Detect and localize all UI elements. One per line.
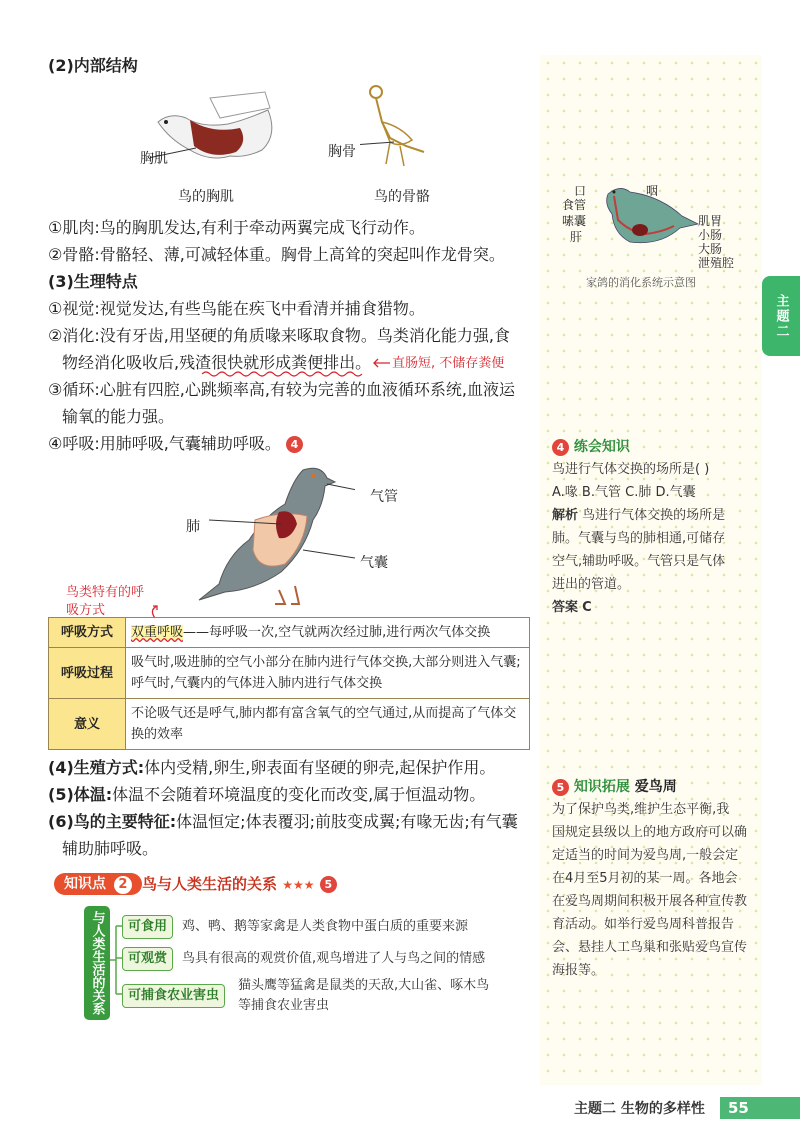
label-small-intestine: 小肠 bbox=[698, 228, 723, 242]
practice-badge[interactable]: 4 bbox=[552, 439, 569, 456]
practice-analysis-1 bbox=[552, 504, 725, 528]
extension-line: 在4月至5月初的某一周。各地会 bbox=[552, 871, 738, 886]
practice-title: 练会知识 bbox=[573, 439, 630, 455]
label-lung: 肺 bbox=[186, 519, 200, 535]
practice-analysis-2: 肺。气囊与鸟的肺相通,可储存 bbox=[552, 531, 726, 546]
para-reproduction bbox=[48, 756, 495, 780]
practice-question: 鸟进行气体交换的场所是( ) bbox=[552, 462, 710, 477]
label-temperature: (5)体温: bbox=[48, 785, 113, 804]
table-cell-process: 吸气时,吸进肺的空气小部分在肺内进行气体交换,大部分则进入气囊;呼气时,气囊内的气体进入肺内进行气体交换 bbox=[126, 648, 530, 699]
para-breathing bbox=[48, 432, 303, 456]
arrow-note bbox=[370, 356, 392, 370]
practice-answer bbox=[552, 596, 592, 620]
page-number: 55 bbox=[720, 1097, 800, 1119]
table-row bbox=[49, 648, 530, 699]
table-head-process: 呼吸过程 bbox=[49, 648, 126, 699]
relation-vertical-label: 与人类生活的关系 bbox=[84, 906, 110, 1020]
table-row bbox=[49, 618, 530, 648]
label-trachea: 气管 bbox=[370, 489, 398, 505]
label-crop: 嗉囊 bbox=[562, 214, 587, 228]
extension-line: 在爱鸟周期间积极开展各种宣传教 bbox=[552, 894, 748, 909]
text-ornamental: 鸟具有很高的观赏价值,观鸟增进了人与鸟之间的情感 bbox=[182, 951, 486, 966]
extension-line: 会、悬挂人工鸟巢和张贴爱鸟宣传 bbox=[552, 940, 748, 955]
category-pest-control: 可捕食农业害虫 bbox=[122, 984, 225, 1008]
label-reproduction: (4)生殖方式: bbox=[48, 758, 145, 777]
respiration-table bbox=[48, 617, 530, 750]
label-air-sac: 气囊 bbox=[360, 555, 388, 571]
text-reproduction: 体内受精,卵生,卵表面有坚硬的卵壳,起保护作用。 bbox=[144, 758, 496, 777]
knowledge-point-title bbox=[142, 873, 337, 896]
extension-subtitle: 爱鸟周 bbox=[634, 779, 677, 795]
text-pest-control-1: 猫头鹰等猛禽是鼠类的天敌,大山雀、啄木鸟 bbox=[238, 978, 490, 993]
heading-internal-structure: (2)内部结构 bbox=[48, 56, 138, 75]
label-gizzard: 肌胃 bbox=[698, 214, 723, 228]
extension-badge[interactable]: 5 bbox=[552, 779, 569, 796]
text-features: 体温恒定;体表覆羽;前肢变成翼;有喙无齿;有气囊 bbox=[176, 812, 518, 831]
text-pest-control-2: 等捕食农业害虫 bbox=[238, 998, 330, 1013]
table-head-meaning: 意义 bbox=[49, 699, 126, 750]
practice-analysis-4: 进出的管道。 bbox=[552, 577, 631, 592]
table-cell-meaning: 不论吸气还是呼气,肺内都有富含氧气的空气通过,从而提高了气体交换的效率 bbox=[126, 699, 530, 750]
practice-analysis-3: 空气,辅助呼吸。气管只是气体 bbox=[552, 554, 726, 569]
para-features bbox=[48, 810, 518, 834]
para-digest-1: ②消化:没有牙齿,用坚硬的角质喙来啄取食物。鸟类消化能力强,食 bbox=[48, 326, 510, 345]
footer-section-title: 主题二 生物的多样性 bbox=[574, 1101, 705, 1117]
extension-line: 定适当的时间为爱鸟周,一般会定 bbox=[552, 848, 739, 863]
bird-skeleton-figure bbox=[360, 82, 440, 177]
digestive-diagram bbox=[590, 180, 700, 258]
practice-options: A.喙 B.气管 C.肺 D.气囊 bbox=[552, 485, 696, 500]
para-temperature bbox=[48, 783, 485, 807]
label-esophagus: 食管 bbox=[562, 198, 587, 212]
label-pharynx: 咽 bbox=[646, 184, 659, 198]
label-cloaca: 泄殖腔 bbox=[698, 256, 735, 270]
analysis-text-1: 鸟进行气体交换的场所是 bbox=[582, 508, 726, 523]
pigeon-lung-figure bbox=[195, 460, 355, 608]
para-bone: ②骨骼:骨骼轻、薄,可减轻体重。胸骨上高耸的突起叫作龙骨突。 bbox=[48, 245, 505, 264]
highlight-double-breathing: 双重呼吸 bbox=[131, 625, 184, 640]
category-edible: 可食用 bbox=[122, 915, 173, 939]
para-digest-2: 物经消化吸收后,残渣很快就形成粪便排出。 bbox=[62, 353, 372, 372]
label-features: (6)鸟的主要特征: bbox=[48, 812, 177, 831]
practice-header bbox=[552, 436, 630, 456]
analysis-label: 解析 bbox=[552, 508, 579, 523]
para-circulation-1: ③循环:心脏有四腔,心跳频率高,有较为完善的血液循环系统,血液运 bbox=[48, 380, 515, 399]
caption-skeleton: 鸟的骨骼 bbox=[374, 189, 430, 205]
knowledge-point-text: 知识点 bbox=[64, 876, 106, 892]
para-circulation-2: 输氧的能力强。 bbox=[62, 407, 175, 426]
label-mouth: 口 bbox=[574, 184, 587, 198]
table-cell-mode bbox=[126, 618, 530, 648]
table-text-mode: ——每呼吸一次,空气就两次经过肺,进行两次气体交换 bbox=[183, 625, 491, 640]
extension-line: 育活动。如举行爱鸟周科普报告 bbox=[552, 917, 735, 932]
note-rectum: 直肠短, 不储存粪便 bbox=[392, 356, 505, 371]
note-special-breathing: 鸟类特有的呼吸方式 bbox=[66, 585, 145, 618]
caption-breast-muscle: 鸟的胸肌 bbox=[178, 189, 234, 205]
extension-title: 知识拓展 bbox=[573, 779, 630, 795]
label-large-intestine: 大肠 bbox=[698, 242, 723, 256]
bird-muscle-figure bbox=[150, 90, 280, 170]
caption-digestive: 家鸽的消化系统示意图 bbox=[586, 276, 696, 289]
label-liver: 肝 bbox=[570, 230, 583, 244]
extension-line: 为了保护鸟类,维护生态平衡,我 bbox=[552, 802, 730, 817]
text-temperature: 体温不会随着环境温度的变化而改变,属于恒温动物。 bbox=[112, 785, 486, 804]
para-features-2: 辅助肺呼吸。 bbox=[62, 839, 159, 858]
knowledge-point-title-text: 鸟与人类生活的关系 bbox=[142, 875, 278, 893]
extension-header bbox=[552, 776, 677, 796]
label-sternum: 胸骨 bbox=[328, 144, 356, 160]
knowledge-point-label bbox=[54, 873, 142, 895]
para-breathing-text: ④呼吸:用肺呼吸,气囊辅助呼吸。 bbox=[48, 434, 281, 453]
extension-line: 国规定县级以上的地方政府可以确 bbox=[552, 825, 748, 840]
table-row bbox=[49, 699, 530, 750]
badge-5[interactable]: 5 bbox=[320, 876, 337, 893]
label-breast-muscle: 胸肌 bbox=[140, 151, 168, 167]
knowledge-point-number: 2 bbox=[114, 876, 132, 894]
star-rating: ★★★ bbox=[282, 878, 315, 892]
extension-line: 海报等。 bbox=[552, 963, 605, 978]
category-ornamental: 可观赏 bbox=[122, 947, 173, 971]
section-side-tab[interactable]: 主题二 bbox=[762, 276, 800, 356]
answer-label: 答案 bbox=[552, 600, 579, 615]
text-edible: 鸡、鸭、鹅等家禽是人类食物中蛋白质的重要来源 bbox=[182, 919, 469, 934]
heading-physiology: (3)生理特点 bbox=[48, 272, 138, 291]
para-vision: ①视觉:视觉发达,有些鸟能在疾飞中看清并捕食猎物。 bbox=[48, 299, 425, 318]
para-muscle: ①肌肉:鸟的胸肌发达,有利于牵动两翼完成飞行动作。 bbox=[48, 218, 425, 237]
badge-4[interactable]: 4 bbox=[286, 436, 303, 453]
wavy-underline bbox=[200, 370, 370, 378]
table-head-mode: 呼吸方式 bbox=[49, 618, 126, 648]
answer-value: C bbox=[582, 600, 592, 615]
